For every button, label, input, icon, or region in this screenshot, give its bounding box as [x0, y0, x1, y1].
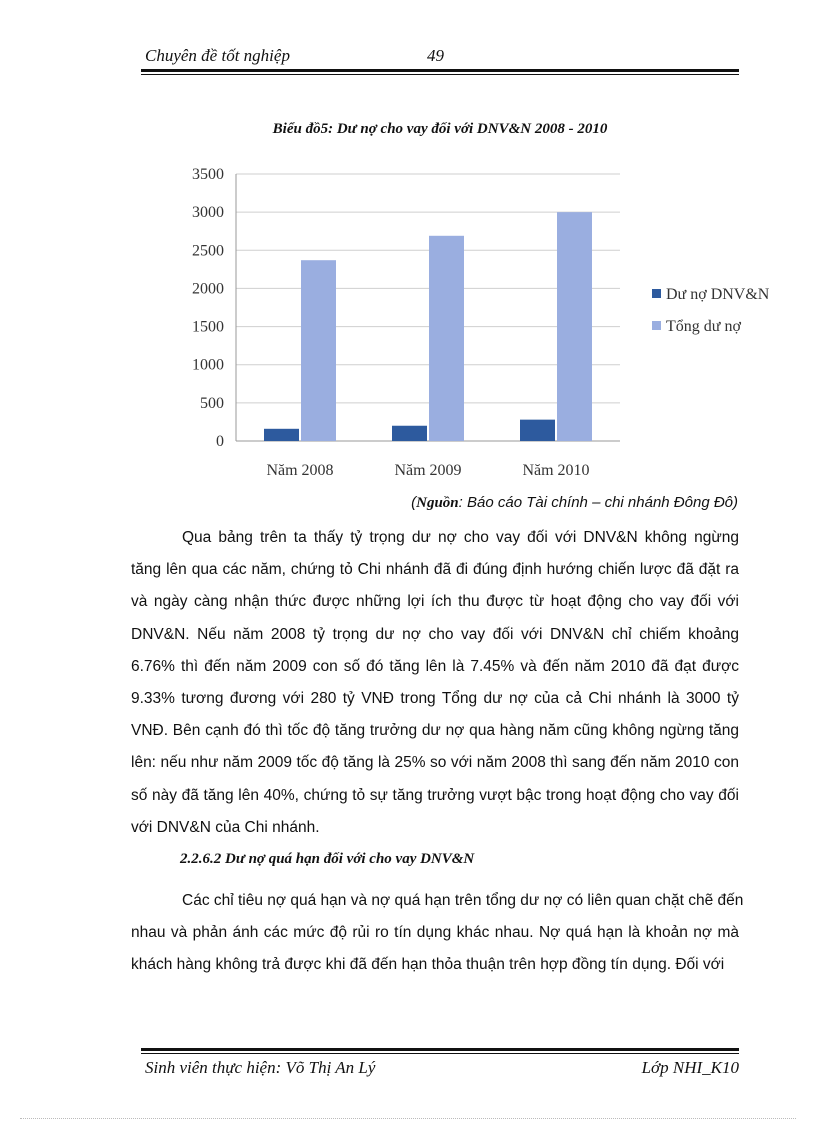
paragraph-1 — [131, 522, 739, 844]
x-tick-label: Năm 2009 — [394, 462, 462, 479]
paragraph-line: lên: nếu như năm 2009 tốc độ tăng là 25% so với năm 2008 thì sang đến năm 2010 con — [131, 754, 739, 772]
source-label: Nguồn — [416, 495, 459, 511]
bar-chart — [170, 160, 790, 490]
bar-tong-du-no — [429, 236, 464, 441]
paragraph-line: VNĐ. Bên cạnh đó thì tốc độ tăng trưởng dư nợ qua hàng năm cũng không ngừng tăng — [131, 722, 739, 740]
legend-swatch — [652, 321, 661, 330]
bar-tong-du-no — [557, 212, 592, 441]
paragraph-line: với DNV&N của Chi nhánh. — [131, 818, 320, 836]
x-tick-label: Năm 2010 — [522, 462, 590, 479]
y-tick-label: 500 — [200, 394, 224, 412]
y-tick-label: 1500 — [192, 318, 224, 336]
page-header — [141, 46, 739, 68]
page-number: 49 — [427, 46, 444, 65]
y-tick-label: 0 — [216, 433, 224, 450]
legend-swatch — [652, 289, 661, 298]
y-tick-label: 3000 — [192, 204, 224, 222]
footer-rule-thin — [141, 1053, 739, 1054]
legend-label: Dư nợ DNV&N — [666, 286, 770, 303]
paragraph-line: khách hàng không trả được khi đã đến hạn thỏa thuận trên hợp đồng tín dụng. Đối với — [131, 956, 725, 974]
chart-title: Biểu đồ5: Dư nợ cho vay đối với DNV&N 2008 - 2010 — [272, 121, 608, 137]
paragraph-line: số này đã tăng lên 40%, chứng tỏ sự tăng trưởng vượt bậc trong hoạt động cho vay đối — [131, 786, 739, 804]
chart-source: (Nguồn: Báo cáo Tài chính – chi nhánh Đông Đô) — [411, 494, 738, 511]
footer-student: Sinh viên thực hiện: Võ Thị An Lý — [145, 1058, 376, 1077]
y-tick-label: 1000 — [192, 356, 224, 374]
paragraph-line: Qua bảng trên ta thấy tỷ trọng dư nợ cho vay đối với DNV&N không ngừng — [182, 529, 739, 546]
section-heading: 2.2.6.2 Dư nợ quá hạn đối với cho vay DNV&N — [180, 851, 475, 867]
header-title: Chuyên đề tốt nghiệp — [145, 46, 290, 65]
footer-class: Lớp NHI_K10 — [641, 1058, 739, 1077]
bar-du-no-dnvn — [520, 420, 555, 441]
source-text: : Báo cáo Tài chính – chi nhánh Đông Đô) — [458, 494, 738, 511]
header-rule-thick — [141, 69, 739, 72]
y-tick-label: 3500 — [192, 166, 224, 183]
bar-du-no-dnvn — [264, 429, 299, 441]
paragraph-line: và ngày càng nhận thức được những lợi ích thu được từ hoạt động cho vay đối với — [131, 593, 739, 611]
paragraph-line: Các chỉ tiêu nợ quá hạn và nợ quá hạn trên tổng dư nợ có liên quan chặt chẽ đến — [182, 892, 744, 909]
bar-du-no-dnvn — [392, 426, 427, 441]
y-tick-label: 2500 — [192, 242, 224, 260]
page-bottom-edge — [20, 1118, 796, 1119]
legend-label: Tổng dư nợ — [666, 318, 741, 335]
header-rule-thin — [141, 74, 739, 75]
paragraph-line: 9.33% tương đương với 280 tỷ VNĐ trong Tổng dư nợ của cả Chi nhánh là 3000 tỷ — [131, 690, 739, 708]
paragraph-2 — [131, 885, 744, 982]
footer-rule-thick — [141, 1048, 739, 1051]
y-tick-label: 2000 — [192, 280, 224, 298]
paragraph-line: 6.76% thì đến năm 2009 con số đó tăng lên là 7.45% và đến năm 2010 đã đạt được — [131, 657, 739, 675]
paragraph-line: nhau và phản ánh các mức độ rủi ro tín dụng khác nhau. Nợ quá hạn là khoản nợ mà — [131, 924, 739, 942]
x-tick-label: Năm 2008 — [266, 462, 334, 479]
paragraph-line: DNV&N. Nếu năm 2008 tỷ trọng dư nợ cho vay đối với DNV&N chỉ chiếm khoảng — [131, 625, 739, 643]
bar-tong-du-no — [301, 260, 336, 441]
paragraph-line: tăng lên qua các năm, chứng tỏ Chi nhánh đã đi đúng định hướng chiến lược đã đặt ra — [131, 561, 739, 579]
